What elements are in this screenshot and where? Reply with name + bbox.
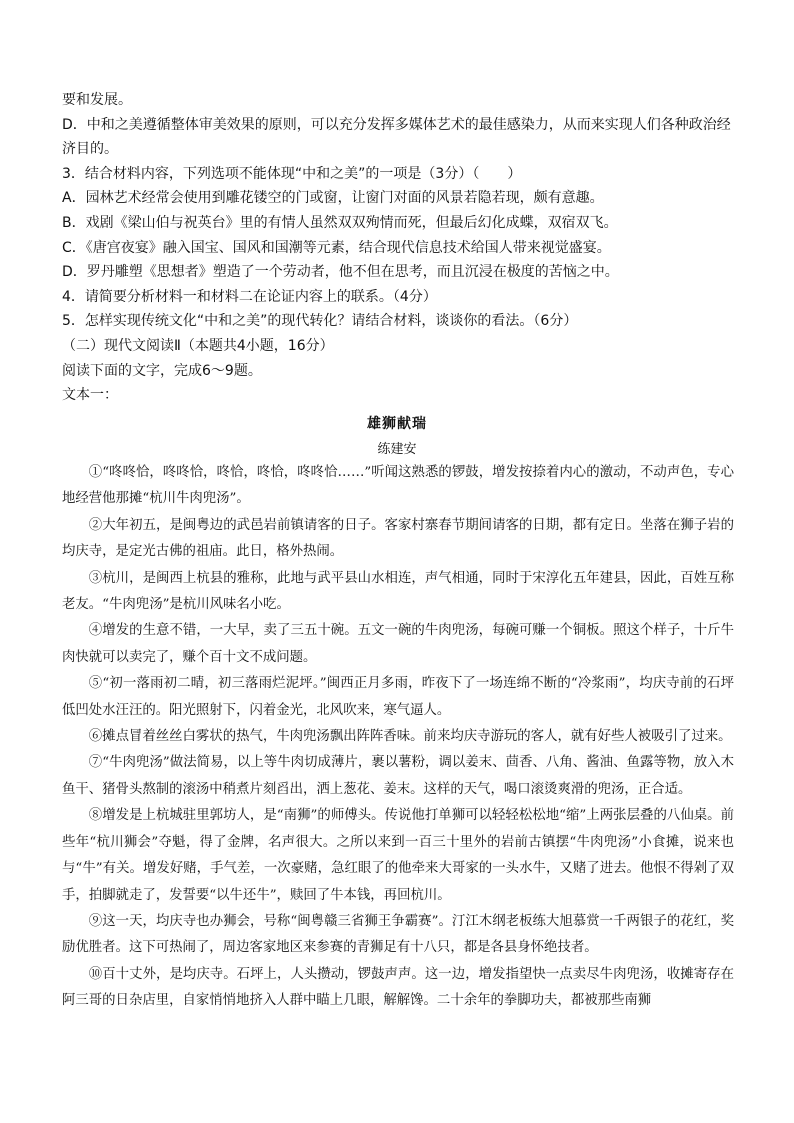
question-3-option-a: A．园林艺术经常会使用到雕花镂空的门或窗，让窗门对面的风景若隐若现，颇有意趣。 [62, 190, 604, 207]
text-label: 文本一： [62, 387, 118, 404]
question-section [62, 88, 734, 408]
story-paragraph: ⑥摊点冒着丝丝白雾状的热气，牛肉兜汤飘出阵阵香味。前来均庆寺游玩的客人，就有好些人被吸引了过来。 [88, 729, 732, 745]
question-4: 4．请简要分析材料一和材料二在论证内容上的联系。（4分） [62, 288, 437, 305]
text-line: 要和发展。 [62, 92, 132, 108]
question-3-option-d: D．罗丹雕塑《思想者》塑造了一个劳动者，他不但在思考，而且沉浸在极度的苦恼之中。 [62, 264, 619, 281]
reading-instruction: 阅读下面的文字，完成6～9题。 [62, 362, 262, 379]
option-d-material: D．中和之美遵循整体审美效果的原则，可以充分发挥多媒体艺术的最佳感染力，从而来实现人们各种政治经济目的。 [62, 116, 731, 158]
story-paragraph: ⑦“牛肉兜汤”做法简易，以上等牛肉切成薄片，裹以薯粉，调以姜末、茴香、八角、酱油、鱼露等物，放入木鱼干、猪骨头熬制的滚汤中稍煮片刻舀出，洒上葱花、姜末。这样的天气，喝口滚烫爽滑的兜汤，正合适。 [62, 755, 734, 797]
section-heading: （二）现代文阅读Ⅱ（本题共4小题，16分） [62, 337, 334, 354]
story-paragraph: ⑨这一天，均庆寺也办狮会，号称“闽粤赣三省狮王争霸赛”。汀江木纲老板练大旭慕赏一千两银子的花红，奖励优胜者。这下可热闹了，周边客家地区来参赛的青狮足有十八只，都是各县身怀绝技者。 [62, 913, 734, 956]
question-3-option-b: B．戏剧《梁山伯与祝英台》里的有情人虽然双双殉情而死，但最后幻化成蝶，双宿双飞。 [62, 214, 618, 231]
question-5: 5．怎样实现传统文化“中和之美”的现代转化？请结合材料，谈谈你的看法。（6分） [62, 313, 578, 330]
story-paragraph: ⑧增发是上杭城驻里郭坊人，是“南狮”的师傅头。传说他打单狮可以轻轻松松地“缩”上两张层叠的八仙桌。前些年“杭川狮会”夺魁，得了金牌，名声很大。之所以来到一百三十里外的岩前古镇摆“牛肉兜汤”小食摊，说来也与“牛”有关。增发好赌，手气差，一次豪赌，急红眼了的他牵来大哥家的一头水牛，又赌了进去。他恨不得剁了双手，拍脚就走了，发誓要“以牛还牛”，赎回了牛本钱，再回杭川。 [62, 808, 734, 903]
question-3-option-c: C．《唐宫夜宴》融入国宝、国风和国潮等元素，结合现代信息技术给国人带来视觉盛宴。 [62, 239, 611, 256]
story-paragraph: ⑩百十丈外，是均庆寺。石坪上，人头攒动，锣鼓声声。这一边，增发指望快一点卖尽牛肉兜汤，收摊寄存在阿三哥的日杂店里，自家悄悄地挤入人群中瞄上几眼，解解馋。二十余年的拳脚功夫，都被那些南狮 [62, 966, 734, 1009]
story-paragraph: ⑤“初一落雨初二晴，初三落雨烂泥坪。”闽西正月多雨，昨夜下了一场连绵不断的“冷浆雨”，均庆寺前的石坪低凹处水汪汪的。阳光照射下，闪着金光，北风吹来，寒气逼人。 [62, 676, 734, 718]
story-title: 雄狮献瑞 [367, 416, 427, 432]
question-3: 3．结合材料内容，下列选项不能体现“中和之美”的一项是（3分）（ ） [62, 165, 522, 182]
story-paragraph: ③杭川，是闽西上杭县的雅称，此地与武平县山水相连，声气相通，同时于宋淳化五年建县，因此，百姓互称老友。“牛肉兜汤”是杭川风味名小吃。 [62, 570, 734, 613]
story-paragraph: ②大年初五，是闽粤边的武邑岩前镇请客的日子。客家村寨春节期间请客的日期，都有定日。坐落在狮子岩的均庆寺，是定光古佛的祖庙。此日，格外热闹。 [62, 517, 734, 560]
story-author: 练建安 [377, 442, 417, 457]
story-body [62, 460, 734, 1015]
story-paragraph: ④增发的生意不错，一大早，卖了三五十碗。五文一碗的牛肉兜汤，每碗可赚一个铜板。照这个样子，十斤牛肉快就可以卖完了，赚个百十文不成问题。 [62, 623, 734, 665]
story-paragraph: ①“咚咚恰，咚咚恰，咚恰，咚恰，咚咚恰……”听闻这熟悉的锣鼓，增发按捺着内心的激动，不动声色，专心地经营他那摊“杭川牛肉兜汤”。 [62, 465, 734, 507]
